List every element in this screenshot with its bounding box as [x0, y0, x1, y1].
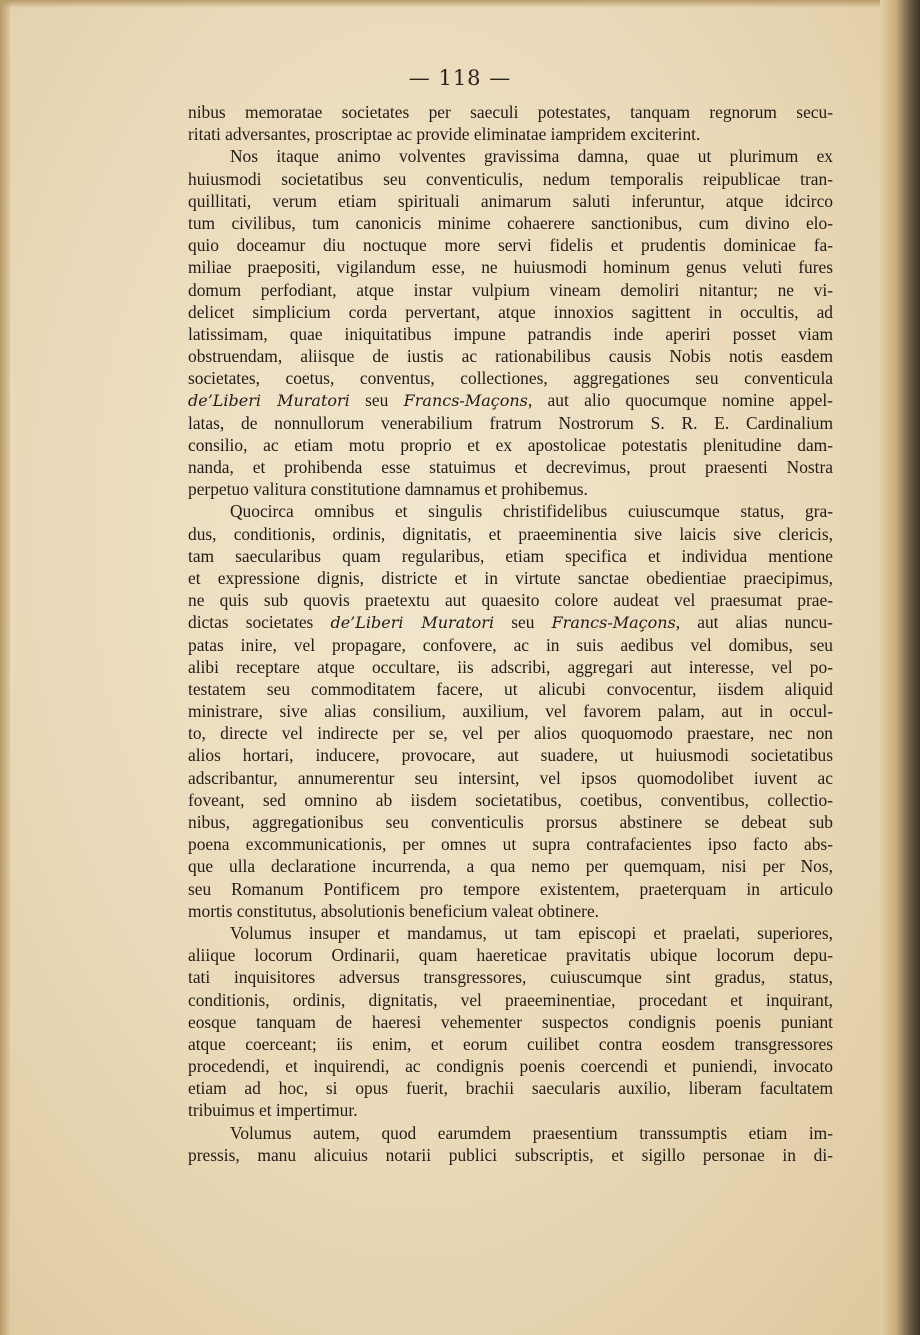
text-line [188, 855, 833, 877]
text-line [188, 1144, 833, 1166]
text-segment: Volumus autem, quod earumdem praesentium transsumptis etiam im- [230, 1122, 833, 1143]
text-line [188, 678, 833, 700]
text-segment: testatem seu commoditatem facere, ut alicubi convocentur, iisdem aliquid [188, 678, 833, 699]
text-line [188, 567, 833, 589]
text-segment: miliae praepositi, vigilandum esse, ne huiusmodi hominum genus veluti fures [188, 257, 833, 278]
text-segment: et expressione dignis, districte et in virtute sanctae obedientiae praecipimus, [188, 567, 833, 588]
text-line [188, 545, 833, 567]
text-line [188, 767, 833, 789]
book-gutter-shadow [880, 0, 920, 1335]
text-line [188, 1011, 833, 1033]
text-line [188, 190, 833, 212]
text-segment: alios hortari, inducere, provocare, aut suadere, ut huiusmodi societatibus [188, 745, 833, 766]
text-line [188, 700, 833, 722]
text-segment: procedendi, et inquirendi, ac condignis poenis coercendi et puniendi, invocato [188, 1056, 833, 1077]
page-left-edge [0, 0, 10, 1335]
text-line [188, 878, 833, 900]
text-line [188, 367, 833, 389]
text-line [188, 789, 833, 811]
text-line [188, 478, 833, 500]
text-segment: dictas societates [188, 612, 331, 633]
text-line [188, 966, 833, 988]
text-segment: poena excommunicationis, per omnes ut supra contrafacientes ipso facto abs- [188, 834, 833, 855]
text-line [188, 234, 833, 256]
text-line [188, 811, 833, 833]
text-segment: aliique locorum Ordinarii, quam haereticae pravitatis ubique locorum depu- [188, 945, 833, 966]
text-line [188, 456, 833, 478]
text-line [188, 1122, 833, 1144]
text-segment: tum civilibus, tum canonicis minime cohaerere sanctionibus, cum divino elo- [188, 212, 833, 233]
text-segment: nanda, et prohibenda esse statuimus et decrevimus, prout praesenti Nostra [188, 457, 833, 477]
text-segment: patas inire, vel propagare, confovere, ac in suis aedibus vel domibus, seu [188, 634, 833, 655]
text-segment: Nos itaque animo volventes gravissima damna, quae ut plurimum ex [230, 146, 833, 167]
italic-text-segment: Francs-Maçons [403, 391, 528, 411]
text-segment: seu [349, 390, 404, 411]
text-line [188, 301, 833, 323]
text-segment: ne quis sub quovis praetextu aut quaesito colore audeat vel praesumat prae- [188, 590, 833, 611]
text-segment: Volumus insuper et mandamus, ut tam episcopi et praelati, superiores, [230, 922, 833, 943]
page-number: — 118 — [408, 66, 512, 90]
text-line [188, 323, 833, 345]
text-line [188, 434, 833, 456]
text-segment: que ulla declaratione incurrenda, a qua nemo per quemquam, nisi per Nos, [188, 856, 833, 877]
text-segment: ritati adversantes, proscriptae ac provide eliminatae iampridem exciterint. [188, 124, 701, 145]
text-line [188, 722, 833, 744]
text-segment: latas, de nonnullorum venerabilium fratrum Nostrorum S. R. E. Cardinalium [188, 412, 833, 433]
text-line [188, 1033, 833, 1055]
text-segment: consilio, ac etiam motu proprio et ex apostolicae potestatis plenitudine dam- [188, 434, 833, 455]
text-line [188, 412, 833, 434]
text-segment: obstruendam, aliisque de iustis ac rationabilibus causis Nobis notis easdem [188, 346, 833, 367]
text-segment: ministrare, sive alias consilium, auxilium, vel favorem palam, aut in occul- [188, 701, 833, 722]
text-segment: tribuimus et impertimur. [188, 1100, 358, 1121]
text-line [188, 145, 833, 167]
text-segment: mortis constitutus, absolutionis beneficium valeat obtinere. [188, 900, 600, 921]
text-segment: dus, conditionis, ordinis, dignitatis, et praeeminentia sive laicis sive clericis, [188, 523, 833, 544]
text-line [188, 1099, 833, 1121]
page-top-edge [0, 0, 920, 8]
body-text [188, 101, 833, 1166]
text-line [188, 345, 833, 367]
text-line [188, 922, 833, 944]
text-segment: delicet simplicium corda pervertant, atque innoxios sagittent in occultis, ad [188, 301, 833, 322]
text-segment: adscribantur, annumerentur seu intersint, vel ipsos quomodolibet iuvent ac [188, 767, 833, 788]
text-segment: Quocirca omnibus et singulis christifidelibus cuiuscumque status, gra- [230, 501, 833, 522]
text-segment: atque coerceant; iis enim, et eorum cuilibet contra eosdem transgressores [188, 1033, 833, 1054]
text-segment: foveant, sed omnino ab iisdem societatibus, coetibus, conventibus, collectio- [188, 789, 833, 810]
text-line [188, 833, 833, 855]
text-segment: to, directe vel indirecte per se, vel per alios quoquomodo praestare, nec non [188, 723, 833, 744]
text-segment: alibi receptare atque occultare, iis adscribi, aggregari aut interesse, vel po- [188, 656, 833, 677]
text-segment: pressis, manu alicuius notarii publici subscriptis, et sigillo personae in di- [188, 1144, 833, 1165]
text-segment: nibus memoratae societates per saeculi potestates, tanquam regnorum secu- [188, 102, 833, 122]
text-segment: quillitati, verum etiam spirituali animarum saluti inferuntur, atque idcirco [188, 190, 833, 211]
text-line [188, 500, 833, 522]
text-line [188, 101, 833, 123]
text-line [188, 523, 833, 545]
text-segment: , aut alias nuncu- [675, 612, 833, 633]
text-line [188, 589, 833, 611]
text-line [188, 634, 833, 656]
italic-text-segment: Francs-Maçons [551, 613, 676, 633]
text-segment: seu Romanum Pontificem pro tempore existentem, praeterquam in articulo [188, 878, 833, 899]
text-segment: quio doceamur diu noctuque more servi fidelis et prudentis dominicae fa- [188, 235, 833, 256]
text-line [188, 944, 833, 966]
text-segment: domum perfodiant, atque instar vulpium vineam demoliri nitantur; ne vi- [188, 279, 833, 300]
text-segment: perpetuo valitura constitutione damnamus et prohibemus. [188, 479, 588, 500]
text-segment: tam saecularibus quam regularibus, etiam specifica et individua mentione [188, 545, 833, 566]
text-segment: seu [494, 612, 552, 633]
text-line [188, 212, 833, 234]
text-segment: conditionis, ordinis, dignitatis, vel praeeminentiae, procedant et inquirant, [188, 989, 833, 1010]
text-segment: huiusmodi societatibus seu conventiculis, nedum temporalis reipublicae tran- [188, 168, 833, 189]
text-segment: nibus, aggregationibus seu conventiculis prorsus abstinere se debeat sub [188, 812, 833, 832]
text-line [188, 1077, 833, 1099]
text-line [188, 123, 833, 145]
text-line [188, 256, 833, 278]
text-line [188, 1055, 833, 1077]
italic-text-segment: de’Liberi Muratori [330, 613, 495, 633]
text-segment: eosque tanquam de haeresi vehementer suspectos condignis poenis puniant [188, 1011, 833, 1032]
text-segment: , aut alio quocumque nomine appel- [527, 390, 833, 411]
text-line [188, 900, 833, 922]
text-segment: latissimam, quae iniquitatibus impune patrandis inde aperiri posset viam [188, 323, 833, 344]
text-line [188, 989, 833, 1011]
text-line [188, 656, 833, 678]
text-segment: societates, coetus, conventus, collectiones, aggregationes seu conventicula [188, 368, 833, 389]
text-line [188, 744, 833, 766]
text-line [188, 611, 833, 633]
text-line [188, 279, 833, 301]
italic-text-segment: de’Liberi Muratori [188, 391, 350, 411]
text-line [188, 168, 833, 190]
text-segment: tati inquisitores adversus transgressores, cuiuscumque sint gradus, status, [188, 967, 833, 988]
text-segment: etiam ad hoc, si opus fuerit, brachii saecularis auxilio, liberam facultatem [188, 1078, 833, 1099]
text-line [188, 389, 833, 411]
